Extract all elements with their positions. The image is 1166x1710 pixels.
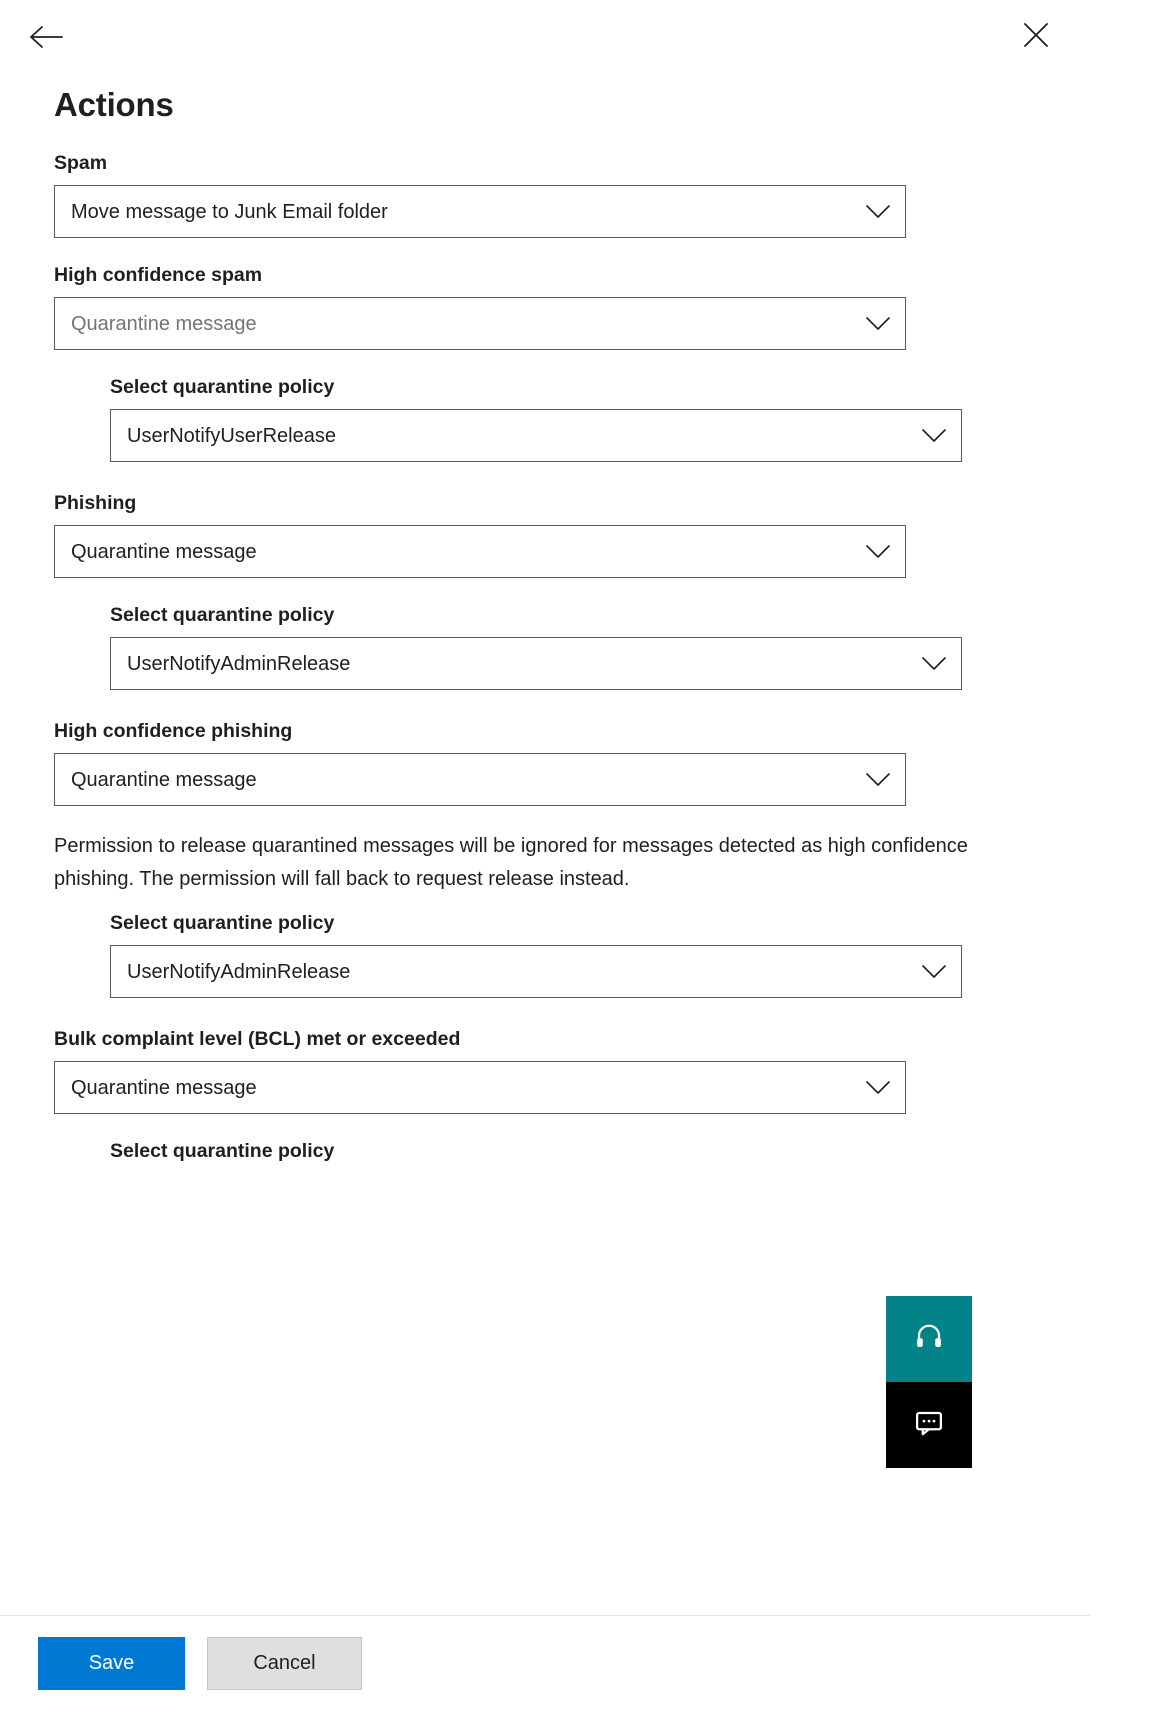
cancel-button[interactable]: Cancel: [207, 1637, 362, 1690]
chevron-down-icon: [921, 423, 947, 449]
panel-topbar: [0, 0, 1090, 74]
field-label-phishing: Phishing: [54, 492, 137, 514]
close-button[interactable]: [1014, 14, 1058, 58]
phishing-quarantine-policy-value: UserNotifyAdminRelease: [127, 652, 351, 675]
field-label-hcs-quarantine-policy: Select quarantine policy: [110, 376, 335, 398]
high-confidence-phishing-action-value: Quarantine message: [71, 768, 257, 791]
field-bulk-quarantine-policy-partial: [110, 1138, 1034, 1162]
headset-icon: [914, 1322, 944, 1357]
floating-widgets: [886, 1296, 972, 1468]
bulk-action-select[interactable]: [54, 1061, 906, 1114]
spam-action-select[interactable]: [54, 185, 906, 238]
page-title: Actions: [54, 86, 174, 123]
field-label-bulk-complaint-level: Bulk complaint level (BCL) met or exceeded: [54, 1028, 461, 1050]
chat-widget-button[interactable]: [886, 1382, 972, 1468]
save-button[interactable]: Save: [38, 1637, 185, 1690]
hcs-quarantine-policy-value: UserNotifyUserRelease: [127, 424, 336, 447]
panel-footer: [0, 1615, 1090, 1710]
phishing-action-select[interactable]: [54, 525, 906, 578]
high-confidence-spam-action-value: Quarantine message: [71, 312, 257, 335]
hcp-quarantine-policy-value: UserNotifyAdminRelease: [127, 960, 351, 983]
chevron-down-icon: [865, 767, 891, 793]
hcs-quarantine-policy-select[interactable]: [110, 409, 962, 462]
hcp-quarantine-policy-select[interactable]: [110, 945, 962, 998]
field-label-spam: Spam: [54, 152, 108, 174]
field-label-bulk-quarantine-policy: Select quarantine policy: [110, 1140, 335, 1162]
field-label-high-confidence-phishing: High confidence phishing: [54, 720, 293, 742]
high-confidence-phishing-action-select[interactable]: [54, 753, 906, 806]
field-hcp-quarantine-policy: [110, 910, 1034, 998]
chevron-down-icon: [865, 311, 891, 337]
support-widget-button[interactable]: [886, 1296, 972, 1382]
chevron-down-icon: [865, 199, 891, 225]
panel-content: [0, 86, 1090, 1162]
arrow-left-icon: [29, 25, 63, 52]
field-phishing: [54, 490, 1034, 578]
high-confidence-phishing-note: Permission to release quarantined messages will be ignored for messages detected as high confidence phishing. The permission will fall back to request release instead.: [54, 835, 968, 890]
chevron-down-icon: [865, 539, 891, 565]
field-high-confidence-phishing: [54, 718, 1034, 806]
field-bulk-complaint-level: [54, 1026, 1034, 1114]
spam-action-value: Move message to Junk Email folder: [71, 200, 388, 223]
field-high-confidence-spam: [54, 262, 1034, 350]
chat-bubble-icon: [914, 1408, 944, 1443]
field-label-hcp-quarantine-policy: Select quarantine policy: [110, 912, 335, 934]
bulk-action-value: Quarantine message: [71, 1076, 257, 1099]
field-phishing-quarantine-policy: [110, 602, 1034, 690]
chevron-down-icon: [921, 651, 947, 677]
field-label-high-confidence-spam: High confidence spam: [54, 264, 263, 286]
high-confidence-spam-action-select[interactable]: [54, 297, 906, 350]
field-spam: [54, 150, 1034, 238]
close-icon: [1023, 22, 1049, 51]
field-hcs-quarantine-policy: [110, 374, 1034, 462]
phishing-action-value: Quarantine message: [71, 540, 257, 563]
chevron-down-icon: [921, 959, 947, 985]
field-label-phishing-quarantine-policy: Select quarantine policy: [110, 604, 335, 626]
chevron-down-icon: [865, 1075, 891, 1101]
back-button[interactable]: [22, 14, 70, 62]
phishing-quarantine-policy-select[interactable]: [110, 637, 962, 690]
